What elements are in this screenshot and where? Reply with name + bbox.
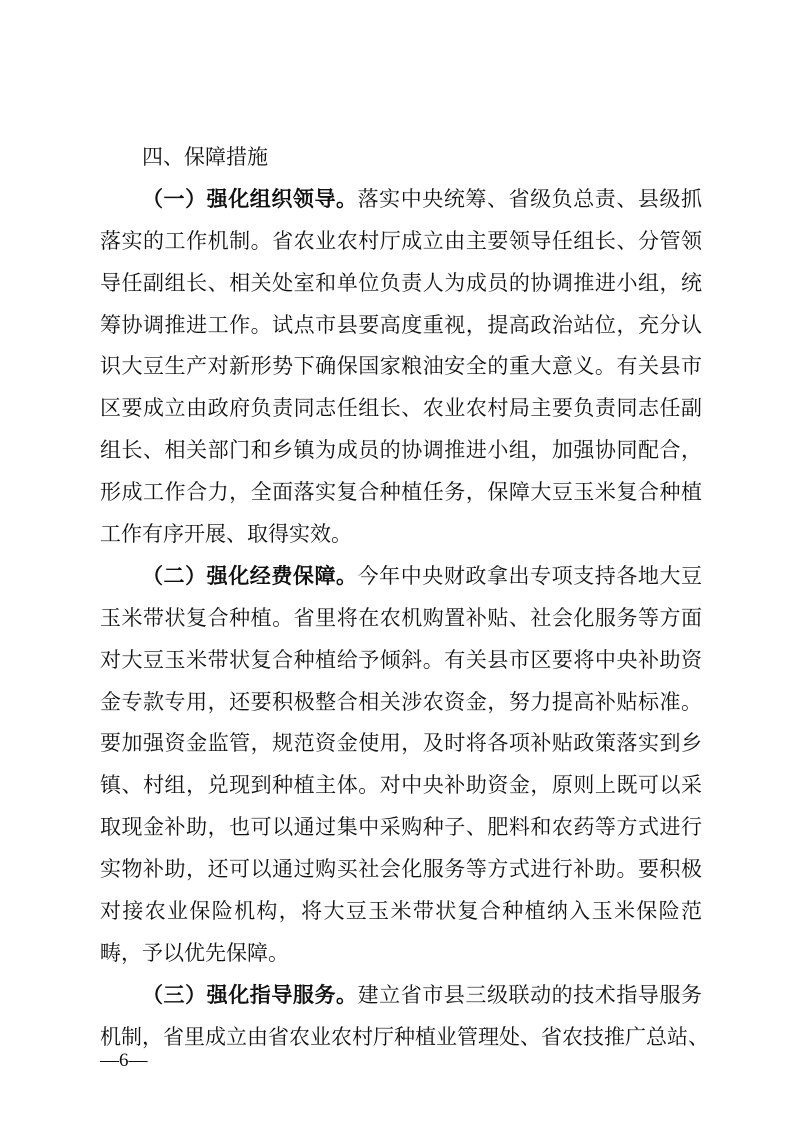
- document-body: [100, 137, 709, 1059]
- text-line: 金专款专用，还要积极整合相关涉农资金，努力提高补贴标准。: [100, 689, 702, 714]
- text-line: 取现金补助，也可以通过集中采购种子、肥料和农药等方式进行: [100, 815, 702, 840]
- text-line: 落实的工作机制。省农业农村厅成立由主要领导任组长、分管领: [100, 228, 702, 253]
- paragraph-3-title: （三）强化指导服务。: [142, 982, 358, 1007]
- paragraph-2-title: （二）强化经费保障。: [142, 563, 358, 588]
- text-line: 镇、村组，兑现到种植主体。对中央补助资金，原则上既可以采: [100, 773, 702, 798]
- text-line: 建立省市县三级联动的技术指导服务: [357, 982, 703, 1007]
- text-line: 识大豆生产对新形势下确保国家粮油安全的重大意义。有关县市: [100, 354, 702, 379]
- text-line: 组长、相关部门和乡镇为成员的协调推进小组，加强协同配合，: [100, 438, 702, 463]
- text-line: 筹协调推进工作。试点市县要高度重视，提高政治站位，充分认: [100, 312, 702, 337]
- paragraph-3-first-line: [100, 975, 702, 1017]
- text-line: 落实中央统筹、省级负总责、县级抓: [357, 186, 703, 211]
- paragraph-1-first-line: [100, 179, 702, 221]
- text-line: 对大豆玉米带状复合种植给予倾斜。有关县市区要将中央补助资: [100, 647, 702, 672]
- text-line: 要加强资金监管，规范资金使用，及时将各项补贴政策落实到乡: [100, 731, 702, 756]
- text-line: 实物补助，还可以通过购买社会化服务等方式进行补助。要积极: [100, 857, 702, 882]
- text-line: 导任副组长、相关处室和单位负责人为成员的协调推进小组，统: [100, 270, 702, 295]
- page-number: —6—: [100, 1050, 148, 1071]
- text-line: 今年中央财政拿出专项支持各地大豆: [357, 563, 703, 588]
- text-line: 机制，省里成立由省农业农村厅种植业管理处、省农技推广总站、: [100, 1024, 709, 1049]
- section-heading: 四、保障措施: [142, 145, 268, 169]
- paragraph-2-first-line: [100, 556, 702, 598]
- text-line: 玉米带状复合种植。省里将在农机购置补贴、社会化服务等方面: [100, 605, 702, 630]
- text-line: 对接农业保险机构，将大豆玉米带状复合种植纳入玉米保险范: [100, 899, 702, 924]
- paragraph-1-title: （一）强化组织领导。: [142, 186, 358, 211]
- text-line: 工作有序开展、取得实效。: [100, 522, 352, 547]
- text-line: 畴，予以优先保障。: [100, 940, 289, 965]
- text-line: 区要成立由政府负责同志任组长、农业农村局主要负责同志任副: [100, 396, 702, 421]
- text-line: 形成工作合力，全面落实复合种植任务，保障大豆玉米复合种植: [100, 480, 702, 505]
